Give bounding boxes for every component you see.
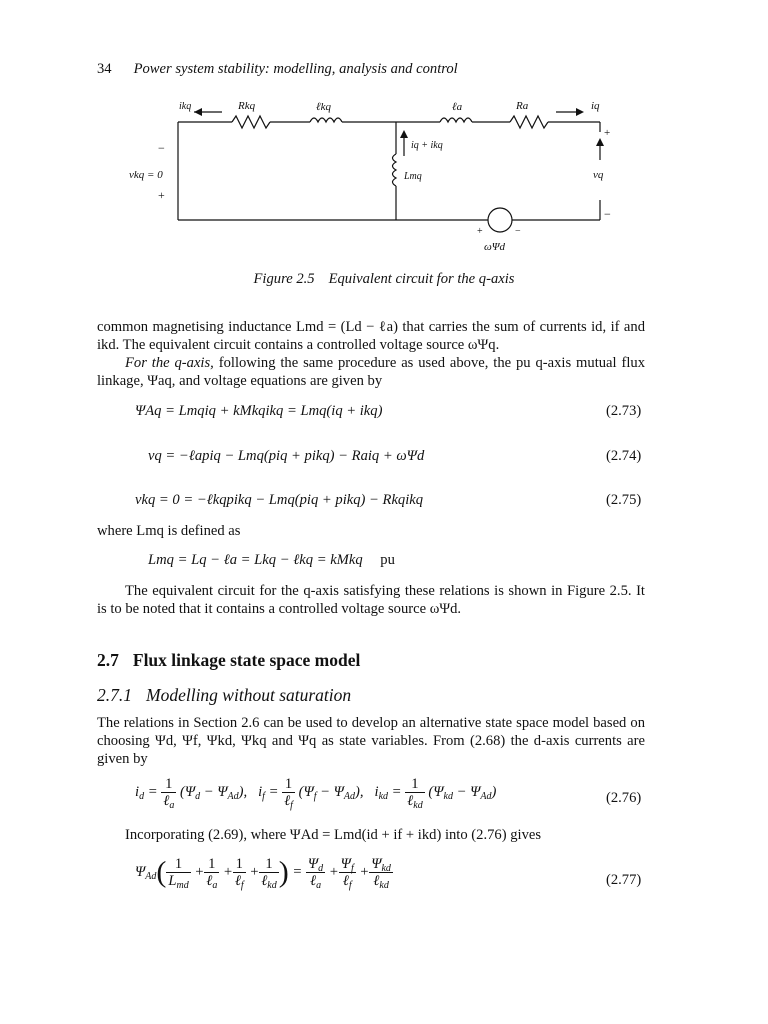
paragraph-figure-ref: The equivalent circuit for the q-axis satisfying these relations is shown in Figure 2.5. It is to be noted that it contains a controlled voltage source ωΨd. [97, 583, 645, 617]
equation-2-75: vkq = 0 = −ℓkqpikq − Lmq(piq + pikq) − Rkqikq [135, 492, 424, 508]
label-vq-plus: + [604, 127, 611, 139]
label-lkq: ℓkq [316, 101, 331, 113]
inductor-lkq [310, 118, 342, 122]
label-ikq: ikq [179, 101, 192, 112]
equation-number-2-75: (2.75) [606, 492, 642, 508]
running-title: Power system stability: modelling, analysis and control [133, 61, 458, 77]
label-vq: vq [593, 169, 604, 181]
subsection-heading [97, 685, 351, 706]
label-rkq: Rkq [238, 100, 256, 112]
equation-2-76: $i_d$ = $\frac{1}{\ell_a}$ $(\Psi_d - \Psi_{Ad})$, $i_f$ = $\frac{1}{\ell_f}$ $(\Psi_f - \Psi_{Ad})$, $i_{kd}$ = $\frac{1}{\ell_{kd}}$ $(\Psi_{kd} - \Psi_{Ad})$ [135, 776, 497, 811]
equation-number-2-77: (2.77) [606, 872, 642, 888]
section-number: 2.7 [97, 650, 119, 670]
equation-number-2-73: (2.73) [606, 403, 642, 419]
paragraph-incorporating: Incorporating (2.69), where ΨAd = Lmd(id + if + ikd) into (2.76) gives [125, 827, 542, 843]
label-vkq-plus: + [158, 188, 165, 202]
equation-lmq-body: Lmq = Lq − ℓa = Lkq − ℓkq = kMkq [148, 552, 363, 568]
paragraph-q-axis [97, 354, 645, 390]
resistor-ra [510, 116, 548, 128]
label-la: ℓa [452, 101, 463, 113]
equation-lmq [148, 552, 395, 569]
figure-caption [0, 271, 768, 288]
equation-number-2-74: (2.74) [606, 448, 642, 464]
label-source-plus: + [477, 226, 483, 237]
label-source-minus: − [515, 226, 521, 237]
page-number: 34 [97, 61, 112, 77]
section-title: Flux linkage state space model [132, 650, 361, 670]
label-ra: Ra [516, 100, 529, 112]
equation-2-74: vq = −ℓapiq − Lmq(piq + pikq) − Raiq + ωΨd [148, 448, 425, 464]
label-lmq: Lmq [404, 171, 422, 182]
equation-2-77: $\Psi_{Ad}$( $\frac{1}{L_{md}}$ + $\frac{1}{\ell_a}$ + $\frac{1}{\ell_f}$ + $\frac{1}{\ell_{kd}}$ ) = $\frac{\Psi_d}{\ell_a}$ + $\frac{\Psi_f}{\ell_f}$ + $\frac{\Psi_{kd}}{\ell_{kd}}$ [135, 855, 391, 891]
paragraph-state-variables: The relations in Section 2.6 can be used to develop an alternative state space model based on choosing Ψd, Ψf, Ψkd, Ψkq and Ψq as state variables. From (2.68) the d-axis currents are given by [97, 715, 645, 767]
label-omega-psi-d: ωΨd [484, 241, 506, 253]
q-axis-circuit-diagram [0, 0, 768, 270]
label-iq: iq [591, 100, 600, 112]
equation-number-2-76: (2.76) [606, 790, 642, 806]
equation-2-73: ΨAq = Lmqiq + kMkqikq = Lmq(iq + ikq) [135, 403, 383, 419]
paragraph-lmd: common magnetising inductance Lmd = (Ld − ℓa) that carries the sum of currents id, if and ikd. The equivalent circuit contains a controlled voltage source ωΨq. [97, 319, 645, 353]
resistor-rkq [232, 116, 270, 128]
subsection-title: Modelling without saturation [146, 685, 352, 705]
figure-label: Figure 2.5 [253, 271, 315, 287]
controlled-voltage-source [488, 208, 512, 232]
where-lmq-text: where Lmq is defined as [97, 523, 241, 539]
q-axis-lead: For the q-axis, [125, 355, 214, 371]
label-vkq-minus: − [158, 141, 165, 155]
q-axis-text: following the same procedure as used above, the pu q-axis mutual flux linkage, Ψaq, and voltage equations are given by [97, 355, 645, 389]
label-vkq-eq-0: vkq = 0 [129, 169, 163, 181]
label-iq-plus-ikq: iq + ikq [411, 140, 443, 151]
label-vq-minus: − [604, 207, 611, 221]
section-heading [97, 650, 360, 671]
inductor-lmq [393, 154, 397, 186]
equation-lmq-unit: pu [380, 552, 395, 568]
figure-caption-text: Equivalent circuit for the q-axis [328, 271, 515, 287]
inductor-la [440, 118, 472, 122]
subsection-number: 2.7.1 [97, 685, 132, 705]
